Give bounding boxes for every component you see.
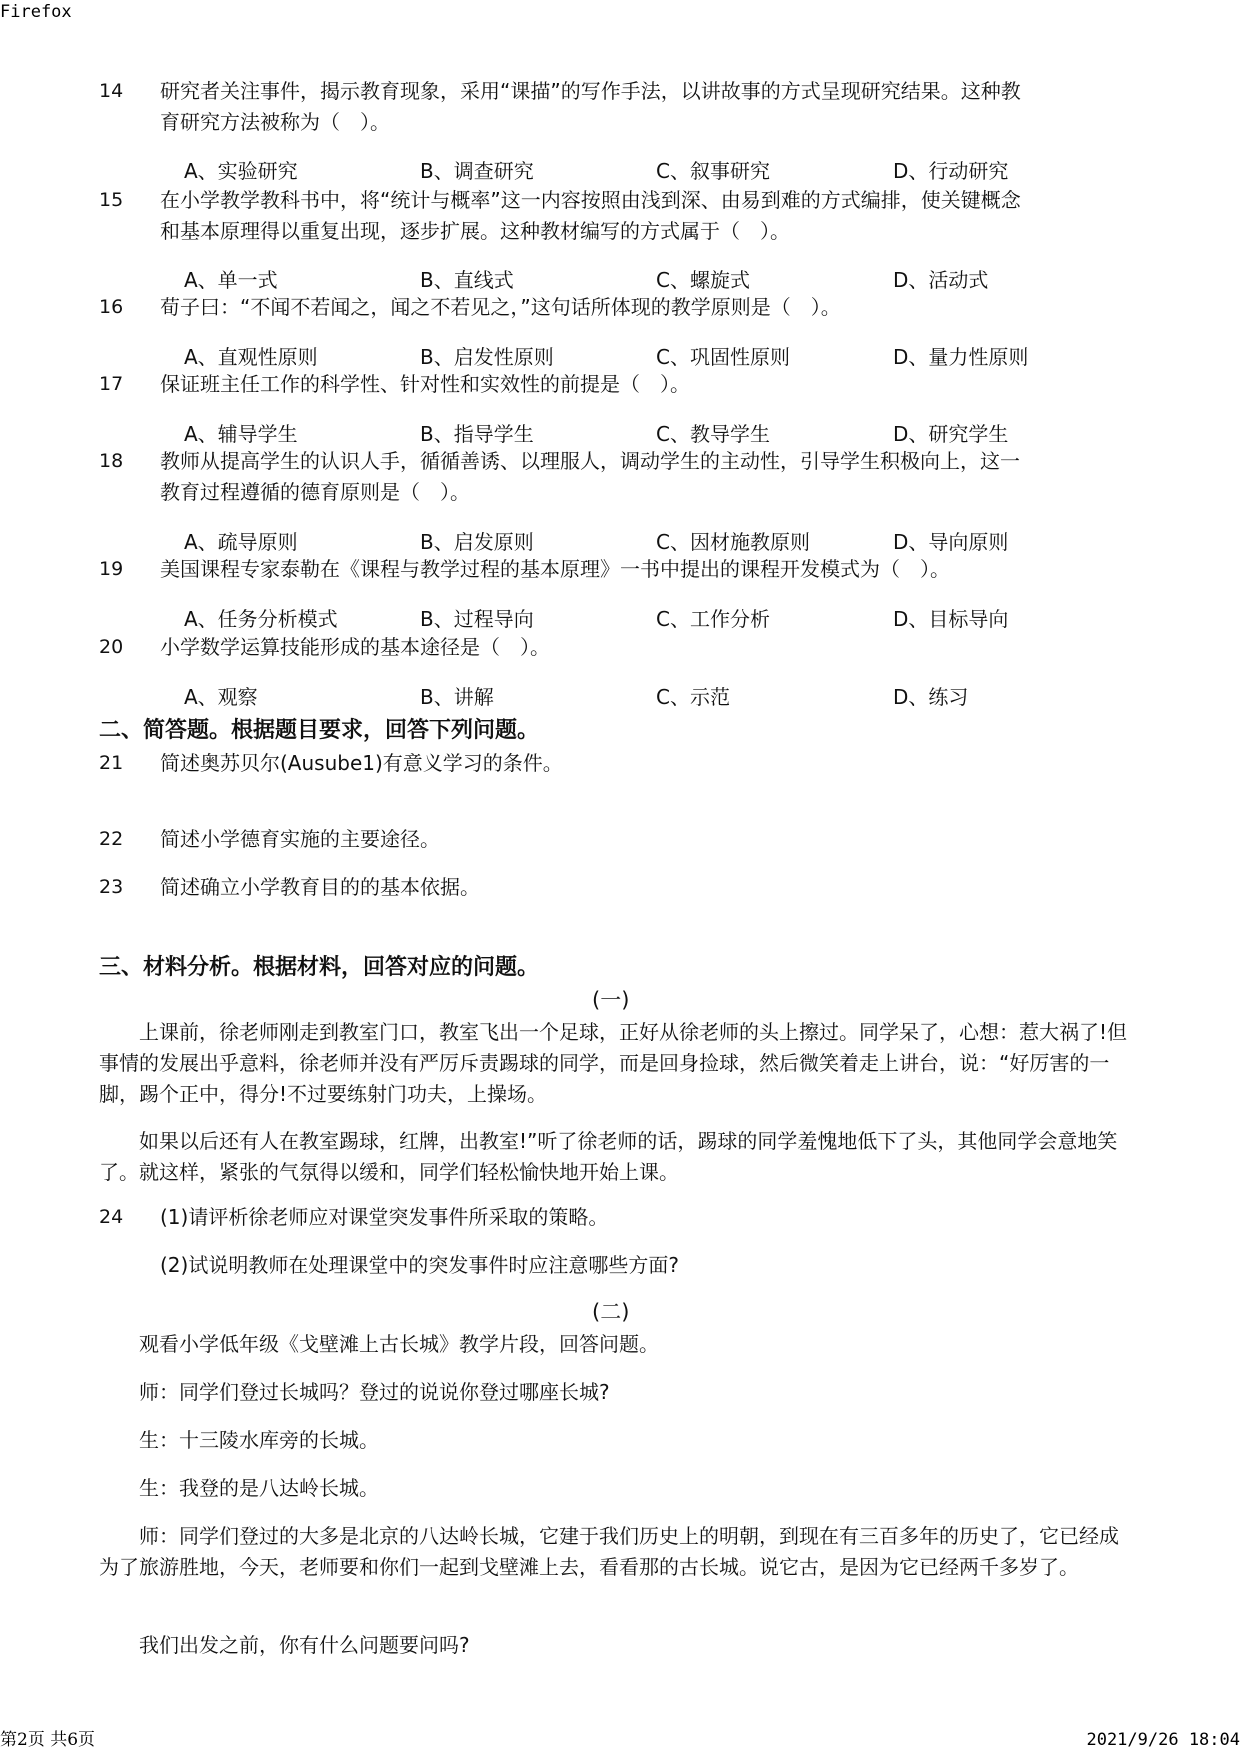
option-d[interactable]: D、目标导向 — [893, 607, 1009, 631]
question-number: 22 — [99, 828, 124, 850]
option-b[interactable]: B、直线式 — [420, 268, 514, 292]
question-text: 和基本原理得以重复出现，逐步扩展。这种教材编写的方式属于（ ）。 — [160, 219, 790, 243]
option-a[interactable]: A、辅导学生 — [184, 422, 298, 446]
material-paragraph: 如果以后还有人在教室踢球，红牌，出教室!”听了徐老师的话，踢球的同学羞愧地低下了头，其他同学会意地笑了。就这样，紧张的气氛得以缓和，同学们轻松愉快地开始上课。 — [99, 1129, 1118, 1184]
option-d[interactable]: D、练习 — [893, 685, 969, 709]
option-c[interactable]: C、因材施教原则 — [656, 530, 810, 554]
option-b[interactable]: B、讲解 — [420, 685, 494, 709]
dialogue-line: 生：我登的是八达岭长城。 — [139, 1476, 379, 1500]
option-d[interactable]: D、量力性原则 — [893, 345, 1029, 369]
option-c[interactable]: C、巩固性原则 — [656, 345, 790, 369]
page-info: 第2页 共6页 — [0, 1730, 96, 1750]
question-text: 小学数学运算技能形成的基本途径是（ ）。 — [160, 635, 550, 659]
option-a[interactable]: A、单一式 — [184, 268, 278, 292]
option-b[interactable]: B、启发原则 — [420, 530, 534, 554]
question-number: 21 — [99, 752, 124, 774]
question-text: 育研究方法被称为（ ）。 — [160, 110, 390, 134]
option-a[interactable]: A、任务分析模式 — [184, 607, 338, 631]
option-c[interactable]: C、螺旋式 — [656, 268, 750, 292]
app-title: Firefox — [0, 2, 72, 22]
option-b[interactable]: B、调查研究 — [420, 159, 534, 183]
part-heading: (二) — [592, 1300, 630, 1324]
section-title-short-answer: 二、简答题。根据题目要求，回答下列问题。 — [99, 718, 540, 743]
option-c[interactable]: C、工作分析 — [656, 607, 770, 631]
question-number: 23 — [99, 876, 124, 898]
question-text: 教师从提高学生的认识人手，循循善诱、以理服人，调动学生的主动性，引导学生积极向上，这一 — [160, 449, 1020, 473]
question-text: (1)请评析徐老师应对课堂突发事件所采取的策略。 — [160, 1205, 609, 1229]
option-b[interactable]: B、启发性原则 — [420, 345, 554, 369]
dialogue-line: 生：十三陵水库旁的长城。 — [139, 1428, 379, 1452]
question-text: 简述确立小学教育目的的基本依据。 — [160, 875, 480, 899]
question-number: 20 — [99, 636, 124, 658]
question-text: 简述奥苏贝尔(Ausube1)有意义学习的条件。 — [160, 751, 563, 775]
question-number: 14 — [99, 80, 124, 102]
question-number: 15 — [99, 189, 124, 211]
option-b[interactable]: B、指导学生 — [420, 422, 534, 446]
question-number: 24 — [99, 1206, 124, 1228]
question-number: 17 — [99, 373, 124, 395]
question-number: 18 — [99, 450, 124, 472]
question-number: 16 — [99, 296, 124, 318]
print-datetime: 2021/9/26 18:04 — [1086, 1730, 1240, 1750]
option-a[interactable]: A、实验研究 — [184, 159, 298, 183]
question-text: (2)试说明教师在处理课堂中的突发事件时应注意哪些方面? — [160, 1253, 679, 1277]
option-a[interactable]: A、观察 — [184, 685, 258, 709]
question-text: 简述小学德育实施的主要途径。 — [160, 827, 440, 851]
option-c[interactable]: C、教导学生 — [656, 422, 770, 446]
option-d[interactable]: D、活动式 — [893, 268, 989, 292]
material-paragraph: 上课前，徐老师刚走到教室门口，教室飞出一个足球，正好从徐老师的头上擦过。同学呆了，心想：惹大祸了!但事情的发展出乎意料，徐老师并没有严厉斥责踢球的同学，而是回身捡球，然后微笑着走上讲台，说：“好厉害的一脚，踢个正中，得分!不过要练射门功夫，上操场。 — [99, 1020, 1128, 1106]
part-heading: (一) — [592, 988, 630, 1012]
dialogue-line: 观看小学低年级《戈壁滩上古长城》教学片段，回答问题。 — [139, 1332, 659, 1356]
option-c[interactable]: C、示范 — [656, 685, 730, 709]
question-text: 教育过程遵循的德育原则是（ ）。 — [160, 480, 470, 504]
question-text: 美国课程专家泰勒在《课程与教学过程的基本原理》一书中提出的课程开发模式为（ ）。 — [160, 557, 950, 581]
question-text: 保证班主任工作的科学性、针对性和实效性的前提是（ ）。 — [160, 372, 690, 396]
option-c[interactable]: C、叙事研究 — [656, 159, 770, 183]
dialogue-paragraph: 师：同学们登过的大多是北京的八达岭长城，它建于我们历史上的明朝，到现在有三百多年的历史了，它已经成为了旅游胜地，今天，老师要和你们一起到戈壁滩上去，看看那的古长城。说它古，是因为它已经两千多岁了。 — [99, 1524, 1119, 1579]
section-title-material-analysis: 三、材料分析。根据材料，回答对应的问题。 — [99, 955, 540, 980]
question-text: 在小学教学教科书中，将“统计与概率”这一内容按照由浅到深、由易到难的方式编排，使关键概念 — [160, 188, 1021, 212]
dialogue-line: 师：同学们登过长城吗？登过的说说你登过哪座长城? — [139, 1380, 610, 1404]
option-d[interactable]: D、导向原则 — [893, 530, 1009, 554]
option-b[interactable]: B、过程导向 — [420, 607, 534, 631]
question-text: 研究者关注事件，揭示教育现象，采用“课描”的写作手法，以讲故事的方式呈现研究结果。这种教 — [160, 79, 1021, 103]
option-d[interactable]: D、行动研究 — [893, 159, 1009, 183]
option-a[interactable]: A、疏导原则 — [184, 530, 298, 554]
question-text: 荀子曰：“不闻不若闻之，闻之不若见之，”这句话所体现的教学原则是（ ）。 — [160, 295, 841, 319]
option-d[interactable]: D、研究学生 — [893, 422, 1009, 446]
option-a[interactable]: A、直观性原则 — [184, 345, 318, 369]
question-number: 19 — [99, 558, 124, 580]
dialogue-line: 我们出发之前，你有什么问题要问吗? — [139, 1633, 470, 1657]
